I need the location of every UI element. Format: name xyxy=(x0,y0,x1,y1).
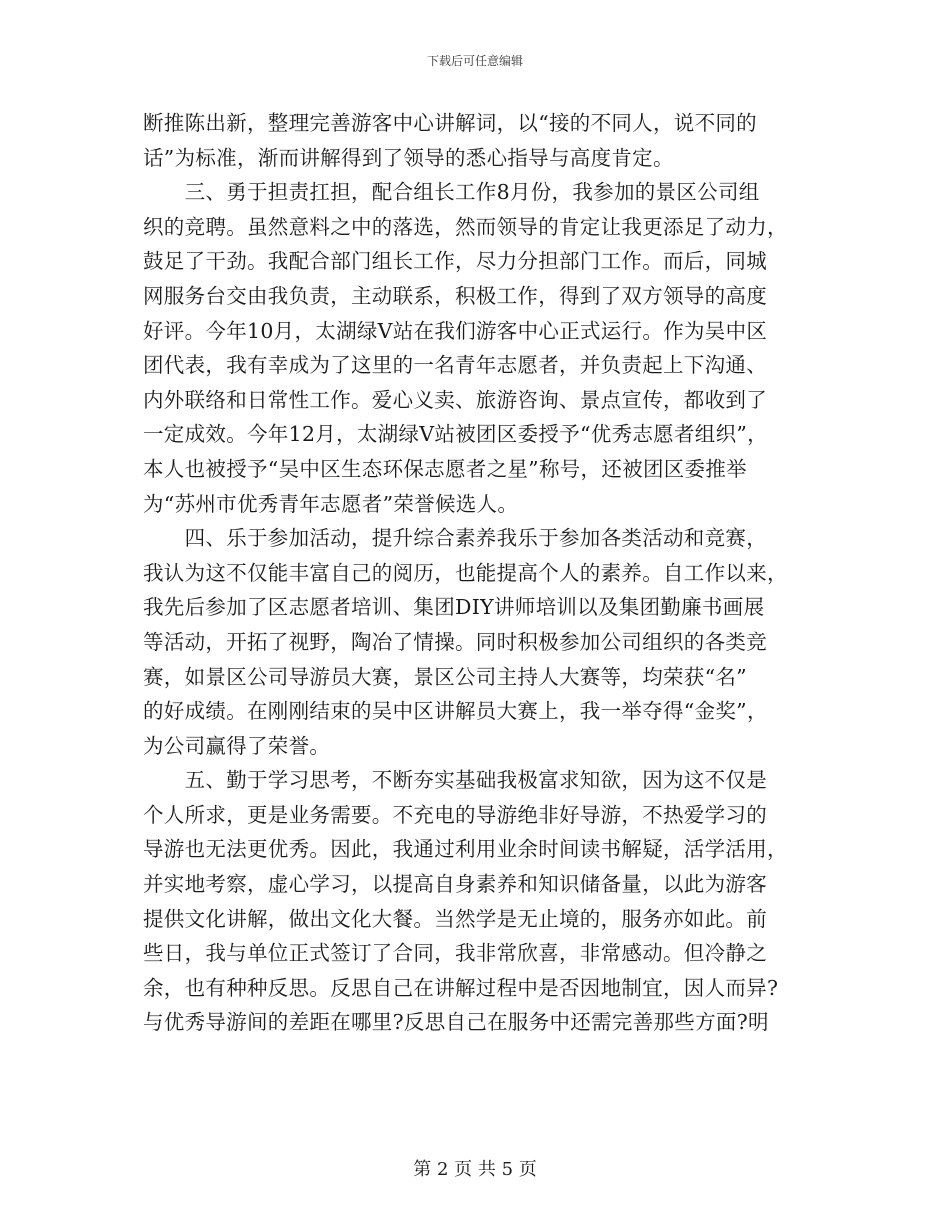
text-line: 断推陈出新，整理完善游客中心讲解词，以“接的不同人，说不同的 xyxy=(143,111,757,135)
text-line: 五、勤于学习思考，不断夯实基础我极富求知欲，因为这不仅是 xyxy=(143,768,767,793)
text-line: 团代表，我有幸成为了这里的一名青年志愿者，并负责起上下沟通、 xyxy=(143,353,767,378)
text-line: 一定成效。今年12月，太湖绿V站被团区委授予“优秀志愿者组织”， xyxy=(143,422,768,447)
text-line: 四、乐于参加活动，提升综合素养我乐于参加各类活动和竞赛， xyxy=(143,526,767,551)
text-line: 的好成绩。在刚刚结束的吴中区讲解员大赛上，我一举夺得“金奖”， xyxy=(143,699,768,724)
text-line: 我先后参加了区志愿者培训、集团DIY讲师培训以及集团勤廉书画展 xyxy=(143,595,765,620)
text-line: 为“苏州市优秀青年志愿者”荣誉候选人。 xyxy=(143,491,519,516)
text-line: 话”为标准，渐而讲解得到了领导的悉心指导与高度肯定。 xyxy=(143,145,674,170)
text-line: 网服务台交由我负责，主动联系，积极工作，得到了双方领导的高度 xyxy=(143,283,767,308)
text-line: 等活动，开拓了视野，陶冶了情操。同时积极参加公司组织的各类竞 xyxy=(143,629,767,654)
text-line: 三、勇于担责扛担，配合组长工作8月份，我参加的景区公司组 xyxy=(143,180,760,205)
text-line: 为公司赢得了荣誉。 xyxy=(143,733,331,758)
text-line: 赛，如景区公司导游员大赛，景区公司主持人大赛等，均荣获“名” xyxy=(143,664,747,689)
text-line: 我认为这不仅能丰富自己的阅历，也能提高个人的素养。自工作以来， xyxy=(143,560,788,585)
document-body xyxy=(143,106,803,1040)
text-line: 导游也无法更优秀。因此，我通过利用业余时间读书解疑，活学活用， xyxy=(143,837,788,862)
page-header: 下载后可任意编辑 xyxy=(426,54,523,68)
text-line: 些日，我与单位正式签订了合同，我非常欣喜，非常感动。但冷静之 xyxy=(143,941,767,966)
text-line: 本人也被授予“吴中区生态环保志愿者之星”称号，还被团区委推举 xyxy=(143,456,747,481)
text-line: 个人所求，更是业务需要。不充电的导游绝非好导游，不热爱学习的 xyxy=(143,802,767,827)
text-line: 余，也有种种反思。反思自己在讲解过程中是否因地制宜，因人而异? xyxy=(143,975,779,1000)
text-line: 内外联络和日常性工作。爱心义卖、旅游咨询、景点宣传，都收到了 xyxy=(143,387,767,412)
text-line: 提供文化讲解，做出文化大餐。当然学是无止境的，服务亦如此。前 xyxy=(143,906,767,931)
page-footer: 第 2 页 共 5 页 xyxy=(413,1159,537,1180)
text-line: 鼓足了干劲。我配合部门组长工作，尽力分担部门工作。而后，同城 xyxy=(143,249,767,274)
text-line: 织的竞聘。虽然意料之中的落选，然而领导的肯定让我更添足了动力， xyxy=(143,214,788,239)
text-line: 与优秀导游间的差距在哪里?反思自己在服务中还需完善那些方面?明 xyxy=(143,1010,769,1035)
text-line: 并实地考察，虚心学习，以提高自身素养和知识储备量，以此为游客 xyxy=(143,872,767,897)
text-line: 好评。今年10月，太湖绿V站在我们游客中心正式运行。作为吴中区 xyxy=(143,318,768,343)
